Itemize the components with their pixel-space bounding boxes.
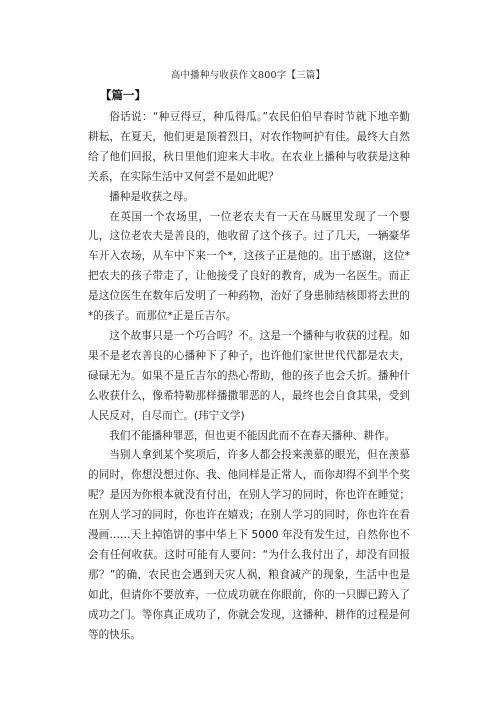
article-body xyxy=(88,108,410,645)
paragraph: 播种是收获之母。 xyxy=(109,190,194,203)
paragraph: 俗话说：“种豆得豆，种瓜得瓜。”农民伯伯早春时节就下地辛勤耕耘，在夏天，他们更是顶着烈日，对农作物呵护有佳。最终大自然给了他们回报，秋日里他们迎来大丰收。在农业上播种与收获是这种关系，在实际生活中又何尝不是如此呢？ xyxy=(88,111,410,183)
document-title: 高中播种与收获作文800字【三篇】 xyxy=(170,70,326,81)
paragraph: 我们不能播种罪恶，但也更不能因此而不在春天播种、耕作。 xyxy=(109,429,396,442)
section-heading: 【篇一】 xyxy=(100,88,146,102)
paragraph: 在英国一个农场里，一位老农夫有一天在马厩里发现了一个婴儿，这位老农夫是善良的，他收留了这个孩子。过了几天，一辆豪华车开入农场，从车中下来一个*，这孩子正是他的。出于感谢，这位*把农夫的孩子带走了，让他接受了良好的教育，成为一名医生。而正是这位医生在数年后发明了一种药物，治好了身患肺结核即将去世的*的孩子。而那位*正是丘吉尔。 xyxy=(88,210,410,323)
paragraph: 这个故事只是一个巧合吗？不。这是一个播种与收获的过程。如果不是老农善良的心播种下了种子，也许他们家世世代代都是农夫，碌碌无为。如果不是丘吉尔的热心帮助，他的孩子也会夭折。播种什么收获什么，像希特勒那样播撒罪恶的人，最终也会自食其果，受到人民反对，自尽而亡。(玮宁文学) xyxy=(88,329,410,422)
paragraph: 当别人拿到某个奖项后，许多人都会投来羡慕的眼光，但在羡慕的同时，你想没想过你、我、他同样是正常人，而你却得不到半个奖呢？是因为你根本就没有付出，在别人学习的同时，你也许在睡觉；在别人学习的同时，你也许在嬉戏；在别人学习的同时，你也许在看漫画……天上掉馅饼的事中华上下 5000 年没有发生过，自然你也不会有任何收获。这时可能有人要问：“为什么我付出了，却没有回报那？”的确，农民也会遇到天灾人祸，粮食减产的现象，生活中也是如此，但请你不要放弃，一位成功就在你眼前，你的一只脚已跨入了成功之门。等你真正成功了，你就会发现，这播种、耕作的过程是何等的快乐。 xyxy=(88,449,410,641)
